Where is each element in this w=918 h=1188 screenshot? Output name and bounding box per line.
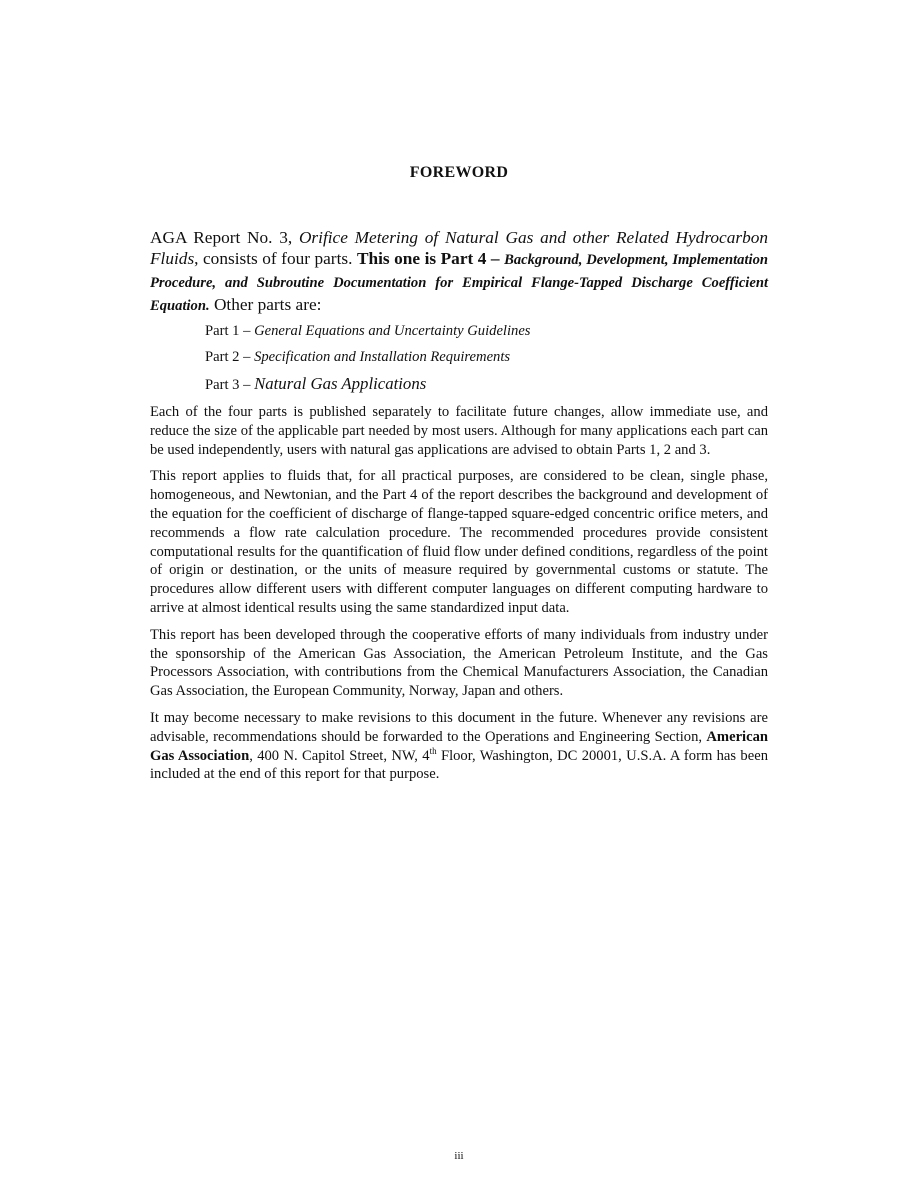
parts-list (205, 323, 768, 394)
revisions-text-1: It may become necessary to make revisions to this document in the future. Whenever any revisions are advisable, recommendations should be forwarded to the Operations and Engineering Section, (150, 709, 768, 745)
paragraph-scope: This report applies to fluids that, for all practical purposes, are considered to be clean, single phase, homogeneous, and Newtonian, and the Part 4 of the report describes the background and development of the equation for the coefficient of discharge of flange-tapped square-edged concentric orifice meters, and recommends a flow rate calculation procedure. The recommended procedures provide consistent computational results for the quantification of fluid flow under defined conditions, regardless of the point of origin or destination, or the units of measure required by governmental customs or statute. The procedures allow different users with different computer languages on different computing hardware to arrive at almost identical results using the same standardized input data. (150, 468, 768, 616)
revisions-text-2: , 400 N. Capitol Street, NW, 4 (249, 747, 430, 764)
page-number: iii (454, 1150, 464, 1162)
part-label: Part 1 – (205, 323, 255, 339)
report-title: Orifice Metering of Natural Gas and other Related Hydrocarbon Fluids (150, 228, 769, 268)
paragraph-development: This report has been developed through the cooperative efforts of many individuals from industry under the sponsorship of the American Gas Association, the American Petroleum Institute, and the Gas Processors Association, with contributions from the Chemical Manufacturers Association, the Canadian Gas Association, the European Community, Norway, Japan and others. (150, 626, 768, 700)
part-title: General Equations and Uncertainty Guidelines (254, 323, 531, 339)
intro-text-2: , consists of four parts. (194, 249, 357, 268)
foreword-content (150, 227, 768, 792)
part-label: Part 2 – (205, 349, 255, 365)
part4-label: This one is Part 4 – (356, 249, 505, 268)
list-item (205, 349, 768, 366)
intro-paragraph (150, 227, 768, 317)
intro-text-3: Other parts are: (209, 295, 322, 314)
part-title: Specification and Installation Requirements (254, 349, 511, 365)
page-title: FOREWORD (409, 164, 509, 181)
organization-name: American Gas Association (150, 728, 768, 764)
part4-title: Background, Development, Implementation Procedure, and Subroutine Documentation for Empirical Flange-Tapped Discharge Coefficient Equation. (150, 252, 768, 314)
list-item (205, 375, 768, 394)
paragraph-revisions (150, 709, 768, 784)
intro-text-1: AGA Report No. 3, (150, 228, 299, 247)
ordinal-suffix: th (429, 745, 437, 756)
part-label: Part 3 – (205, 377, 255, 393)
paragraph-publication: Each of the four parts is published separately to facilitate future changes, allow immediate use, and reduce the size of the applicable part needed by most users. Although for many applications each part can be used independently, users with natural gas applications are advised to obtain Parts 1, 2 and 3. (150, 404, 768, 458)
revisions-text-3: Floor, Washington, DC 20001, U.S.A. A form has been included at the end of this report for that purpose. (150, 747, 768, 783)
part-title: Natural Gas Applications (254, 374, 427, 393)
list-item (205, 323, 768, 340)
